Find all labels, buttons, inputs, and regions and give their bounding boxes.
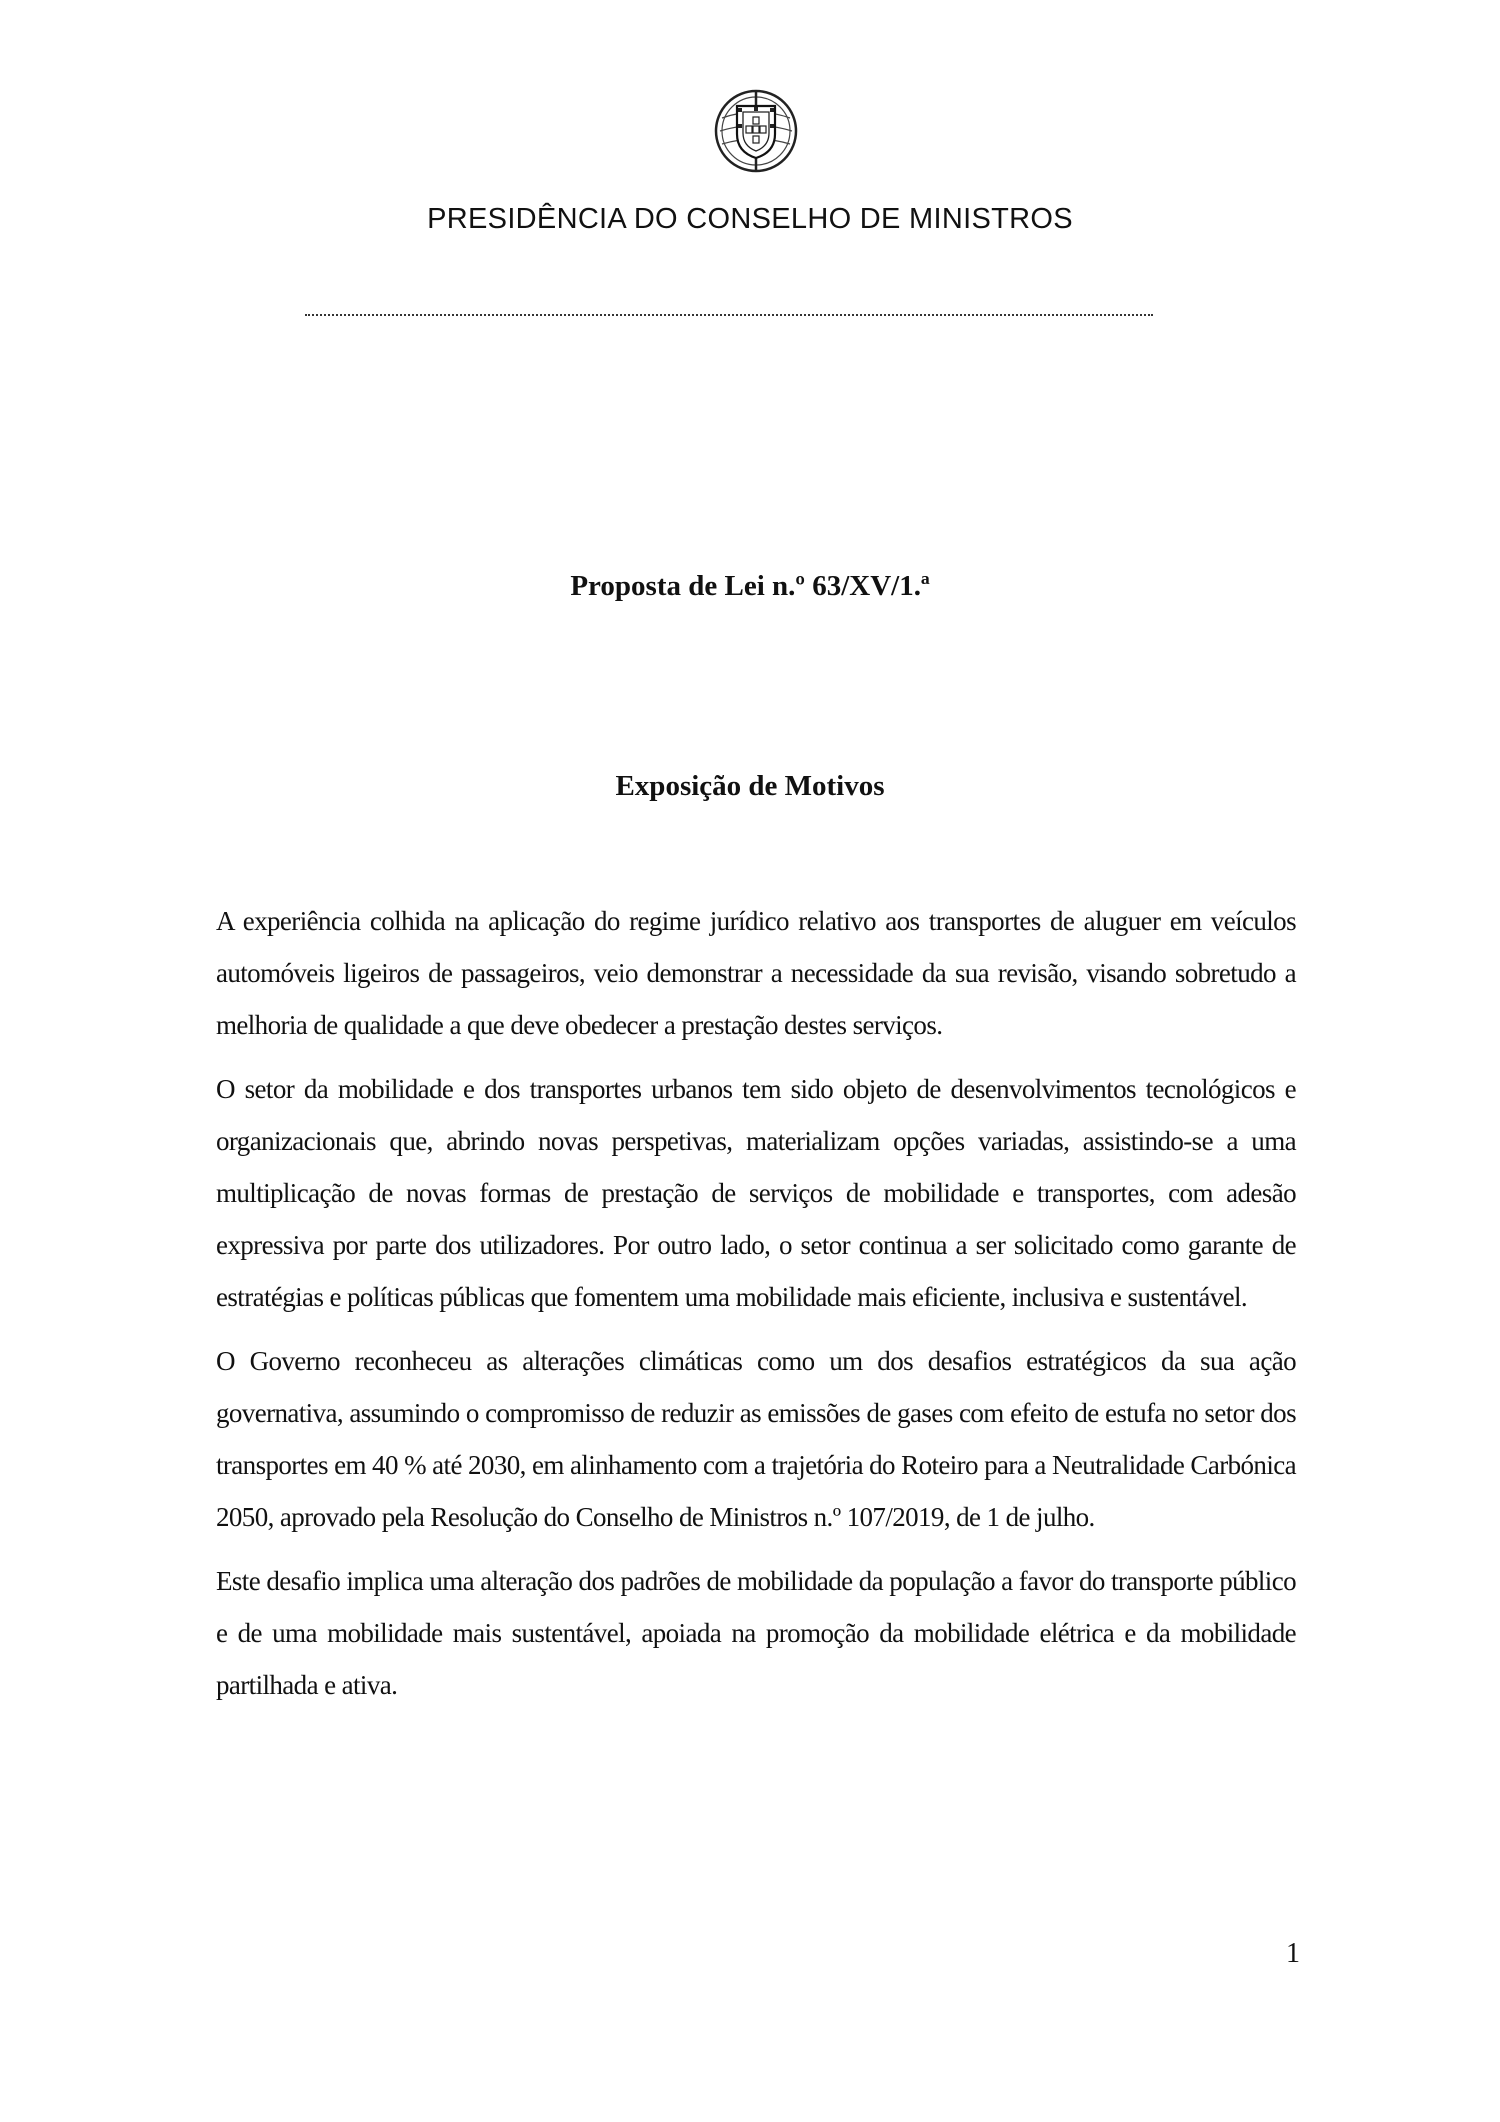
body-paragraph: O setor da mobilidade e dos transportes urbanos tem sido objeto de desenvolvimentos tecnológicos e organizacionais que, abrindo novas perspetivas, materializam opções variadas, assistindo-se a uma multiplicação de novas formas de prestação de serviços de mobilidade e transportes, com adesão expressiva por parte dos utilizadores. Por outro lado, o setor continua a ser solicitado como garante de estratégias e políticas públicas que fomentem uma mobilidade mais eficiente, inclusiva e sustentável. [216,1074,1296,1312]
document-number: Proposta de Lei n.º 63/XV/1.ª [570,570,930,602]
body-paragraph: O Governo reconheceu as alterações climáticas como um dos desafios estratégicos da sua ação governativa, assumindo o compromisso de reduzir as emissões de gases com efeito de estufa no setor dos transportes em 40 % até 2030, em alinhamento com a trajetória do Roteiro para a Neutralidade Carbónica 2050, aprovado pela Resolução do Conselho de Ministros n.º 107/2019, de 1 de julho. [216,1346,1296,1532]
coat-of-arms-icon [713,88,799,174]
ministry-header-title: PRESIDÊNCIA DO CONSELHO DE MINISTROS [427,203,1073,235]
body-paragraph: Este desafio implica uma alteração dos padrões de mobilidade da população a favor do transporte público e de uma mobilidade mais sustentável, apoiada na promoção da mobilidade elétrica e da mobilidade partilhada e ativa. [216,1566,1296,1700]
header-dotted-divider [305,314,1153,316]
body-paragraph: A experiência colhida na aplicação do regime jurídico relativo aos transportes de aluguer em veículos automóveis ligeiros de passageiros, veio demonstrar a necessidade da sua revisão, visando sobretudo a melhoria de qualidade a que deve obedecer a prestação destes serviços. [216,906,1296,1040]
section-heading: Exposição de Motivos [615,770,885,802]
page-number: 1 [1286,1938,1300,1969]
document-body [216,895,1296,1723]
